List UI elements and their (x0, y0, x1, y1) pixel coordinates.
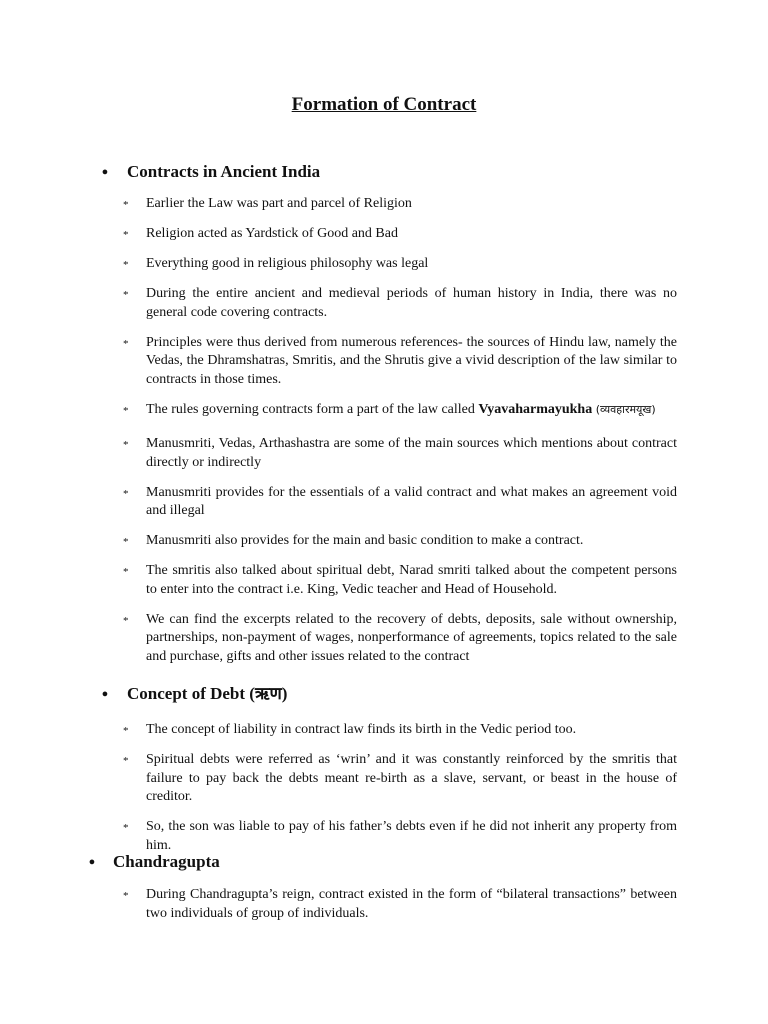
list-item-text: Manusmriti, Vedas, Arthashastra are some of the main sources which mentions about contract directly or indirectly (146, 436, 677, 470)
list-item-text: During Chandragupta’s reign, contract existed in the form of “bilateral transactions” between two individuals of group of individuals. (146, 887, 677, 921)
bullet-dot-icon: ● (88, 856, 96, 868)
list-item (123, 225, 677, 244)
list-item-text: Spiritual debts were referred as ‘wrin’ and it was constantly reinforced by the smritis that failure to pay back the debts meant re-birth as a slave, servant, or beast in the house of creditor. (146, 752, 677, 804)
asterisk-bullet-icon: * (123, 404, 129, 417)
list-item (123, 195, 677, 214)
list-item-text: Manusmriti provides for the essentials of a valid contract and what makes an agreement void and illegal (146, 484, 677, 518)
bullet-list (0, 195, 768, 666)
list-item (123, 401, 677, 420)
bullet-dot-icon: ● (101, 688, 109, 700)
list-item-text: Everything good in religious philosophy was legal (146, 256, 429, 271)
list-item-text: Principles were thus derived from numerous references- the sources of Hindu law, namely the Vedas, the Dhramshatras, Smritis, and the Shrutis give a vivid description of the law similar to contracts in those times. (146, 334, 677, 387)
document-title: Formation of Contract (291, 94, 477, 115)
list-item (123, 611, 677, 667)
asterisk-bullet-icon: * (123, 614, 129, 627)
section-heading (0, 161, 768, 183)
list-item (123, 721, 677, 740)
section-heading (0, 683, 768, 705)
list-item (123, 334, 677, 390)
list-item-text: Manusmriti also provides for the main and basic condition to make a contract. (146, 533, 584, 548)
section-heading-text: Chandragupta (113, 852, 220, 871)
list-item (123, 255, 677, 274)
list-item-text: During the entire ancient and medieval periods of human history in India, there was no general code covering contracts. (146, 286, 677, 320)
list-item-text: The smritis also talked about spiritual debt, Narad smriti talked about the competent persons to enter into the contract i.e. King, Vedic teacher and Head of Household. (146, 563, 677, 597)
list-item-text: The rules governing contracts form a part of the law called Vyavaharmayukha (व्यवहारमयूख) (146, 401, 656, 417)
list-item (123, 435, 677, 472)
asterisk-bullet-icon: * (123, 199, 129, 211)
list-item (123, 751, 677, 807)
asterisk-bullet-icon: * (123, 822, 129, 834)
section-chandragupta (0, 851, 768, 923)
asterisk-bullet-icon: * (123, 337, 129, 350)
section-heading-text: Contracts in Ancient India (127, 162, 321, 181)
asterisk-bullet-icon: * (123, 289, 129, 301)
bullet-dot-icon: ● (101, 166, 109, 178)
term-vyavaharmayukha: Vyavaharmayukha (478, 401, 593, 417)
list-item-text: We can find the excerpts related to the recovery of debts, deposits, sale without ownership, partnerships, non-payment of wages, nonperformance of agreements, topics related to the sale and purchase, gifts and other issues related to the contract (146, 611, 677, 664)
list-item (123, 818, 677, 855)
asterisk-bullet-icon: * (123, 229, 129, 241)
asterisk-bullet-icon: * (123, 755, 129, 767)
asterisk-bullet-icon: * (123, 536, 129, 548)
section-concept-of-debt (0, 683, 768, 855)
list-item (123, 285, 677, 322)
asterisk-bullet-icon: * (123, 890, 129, 902)
list-item-text: Earlier the Law was part and parcel of Religion (146, 196, 412, 211)
list-item-text: So, the son was liable to pay of his father’s debts even if he did not inherit any property from him. (146, 819, 677, 853)
list-item-text: Religion acted as Yardstick of Good and Bad (146, 226, 398, 241)
section-heading-text: Concept of Debt (ऋण) (127, 684, 288, 703)
list-item (123, 484, 677, 521)
bullet-list (0, 721, 768, 855)
section-heading (0, 851, 768, 873)
bullet-list (0, 886, 768, 923)
asterisk-bullet-icon: * (123, 259, 129, 271)
asterisk-bullet-icon: * (123, 566, 129, 578)
asterisk-bullet-icon: * (123, 439, 129, 451)
asterisk-bullet-icon: * (123, 725, 129, 737)
list-item-text: The concept of liability in contract law finds its birth in the Vedic period too. (146, 722, 577, 737)
section-contracts-ancient-india (0, 161, 768, 666)
asterisk-bullet-icon: * (123, 487, 129, 500)
list-item (123, 886, 677, 923)
list-item (123, 532, 677, 551)
list-item (123, 562, 677, 599)
